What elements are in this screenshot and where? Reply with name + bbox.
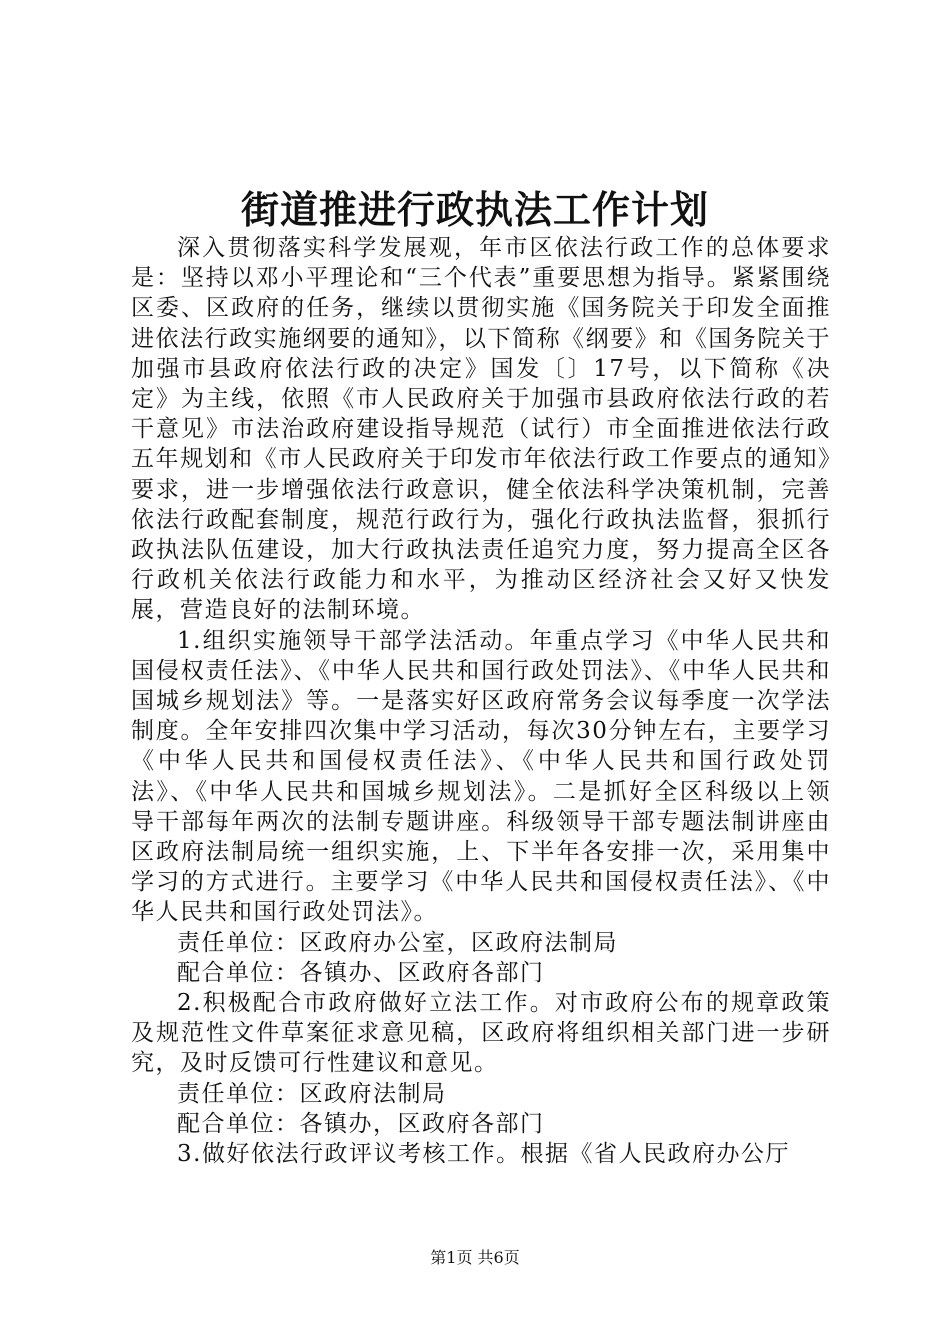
paragraph-intro: 深入贯彻落实科学发展观，年市区依法行政工作的总体要求是：坚持以邓小平理论和“三个代表”重要思想为指导。紧紧围绕区委、区政府的任务，继续以贯彻实施《国务院关于印发全面推进依法行政实施纲要的通知》，以下简称《纲要》和《国务院关于加强市县政府依法行政的决定》国发〔〕17号，以下简称《决定》为主线，依照《市人民政府关于加强市县政府依法行政的若干意见》市法治政府建设指导规范（试行）市全面推进依法行政五年规划和《市人民政府关于印发市年依法行政工作要点的通知》要求，进一步增强依法行政意识，健全依法科学决策机制，完善依法行政配套制度，规范行政行为，强化行政执法监督，狠抓行政执法队伍建设，加大行政执法责任追究力度，努力提高全区各行政机关依法行政能力和水平，为推动区经济社会又好又快发展，营造良好的法制环境。 bbox=[131, 235, 831, 624]
cooperating-unit-2: 配合单位：各镇办，区政府各部门 bbox=[177, 1110, 545, 1137]
document-body bbox=[131, 233, 831, 1169]
document-title: 街道推进行政执法工作计划 bbox=[240, 187, 709, 232]
page-footer: 第1页 共6页 bbox=[430, 1248, 520, 1267]
paragraph-item-2: 2.积极配合市政府做好立法工作。对市政府公布的规章政策及规范性文件草案征求意见稿，区政府将组织相关部门进一步研究，及时反馈可行性建议和意见。 bbox=[131, 990, 831, 1077]
paragraph-item-1: 1.组织实施领导干部学法活动。年重点学习《中华人民共和国侵权责任法》、《中华人民共和国行政处罚法》、《中华人民共和国城乡规划法》等。一是落实好区政府常务会议每季度一次学法制度。全年安排四次集中学习活动，每次30分钟左右，主要学习《中华人民共和国侵权责任法》、《中华人民共和国行政处罚法》、《中华人民共和国城乡规划法》。二是抓好全区科级以上领导干部每年两次的法制专题讲座。科级领导干部专题法制讲座由区政府法制局统一组织实施，上、下半年各安排一次，采用集中学习的方式进行。主要学习《中华人民共和国侵权责任法》、《中华人民共和国行政处罚法》。 bbox=[131, 627, 831, 926]
responsible-unit-1: 责任单位：区政府办公室，区政府法制局 bbox=[177, 929, 618, 956]
responsible-unit-2: 责任单位：区政府法制局 bbox=[177, 1080, 447, 1107]
paragraph-item-3: 3.做好依法行政评议考核工作。根据《省人民政府办公厅 bbox=[177, 1141, 790, 1168]
cooperating-unit-1: 配合单位：各镇办、区政府各部门 bbox=[177, 959, 545, 986]
